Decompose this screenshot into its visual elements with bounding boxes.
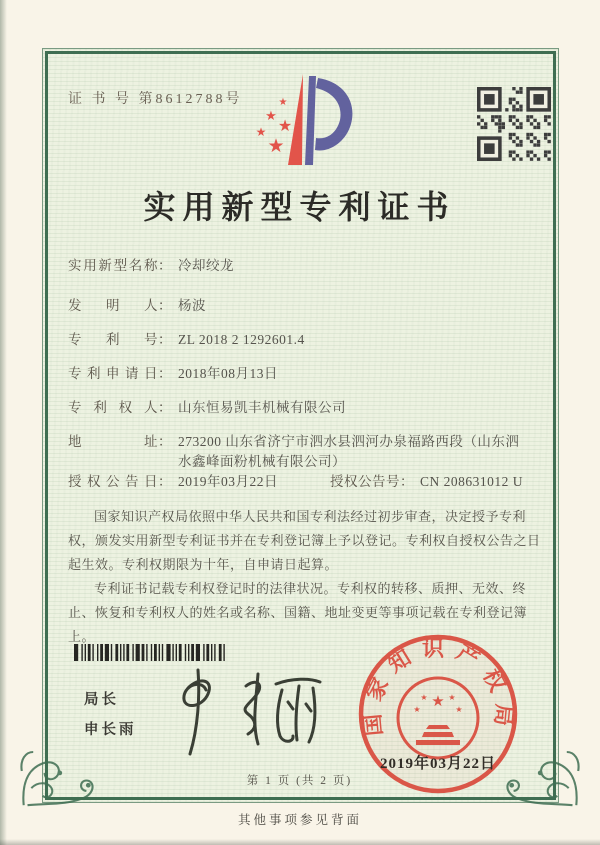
field-value: 杨波 — [178, 298, 206, 313]
grant-date-value: 2019年03月22日 — [178, 474, 278, 489]
colon: ： — [158, 366, 172, 381]
field-label: 发明人 — [68, 298, 158, 313]
legal-paragraph-1: 国家知识产权局依照中华人民共和国专利法经过初步审查，决定授予专利权，颁发实用新型专利证书并在专利登记簿上予以登记。专利权自授权公告之日起生效。专利权期限为十年，自申请日起算。 — [68, 509, 541, 572]
colon: ： — [158, 400, 172, 415]
grant-no-label: 授权公告号 — [330, 474, 400, 489]
director-name: 申长雨 — [84, 722, 137, 738]
svg-text:★: ★ — [278, 97, 288, 108]
qr-code — [477, 87, 551, 161]
row-patent-number — [68, 330, 305, 350]
field-label: 专利权人 — [68, 400, 158, 415]
colon: ： — [158, 298, 172, 313]
colon: ： — [400, 474, 414, 489]
grant-date-label: 授权公告日 — [68, 474, 158, 489]
cnipa-logo-icon — [243, 68, 355, 176]
barcode — [74, 644, 232, 661]
row-utility-model-name — [68, 256, 234, 276]
svg-text:★: ★ — [455, 705, 463, 714]
row-address — [68, 432, 530, 472]
row-patentee — [68, 398, 346, 418]
field-label: 专利申请日 — [68, 366, 158, 381]
svg-text:★: ★ — [420, 693, 428, 702]
svg-text:★: ★ — [265, 109, 277, 124]
svg-text:★: ★ — [255, 125, 267, 139]
colon: ： — [158, 474, 172, 489]
legal-paragraph-2: 专利证书记载专利权登记时的法律状况。专利权的转移、质押、无效、终止、恢复和专利权人的姓名或名称、国籍、地址变更等事项记载在专利登记簿上。 — [68, 581, 528, 644]
svg-text:★: ★ — [448, 693, 456, 702]
svg-text:★: ★ — [267, 135, 285, 157]
field-label: 地址 — [68, 434, 158, 449]
row-grant — [68, 472, 523, 492]
director-title: 局长 — [84, 692, 119, 708]
colon: ： — [158, 258, 172, 273]
seal-ring-text: 国家知识产权局 — [358, 636, 518, 738]
director-signature — [160, 666, 330, 758]
row-inventor — [68, 296, 206, 316]
field-value: 冷却绞龙 — [178, 258, 234, 273]
logo-stars-icon — [256, 97, 293, 157]
svg-text:★: ★ — [277, 116, 293, 135]
colon: ： — [158, 332, 172, 347]
colon: ： — [158, 434, 172, 449]
footer-note: 其他事项参见背面 — [237, 813, 362, 827]
page-number: 第 1 页 (共 2 页) — [246, 775, 353, 787]
field-label: 实用新型名称 — [68, 258, 158, 273]
field-value: ZL 2018 2 1292601.4 — [178, 332, 305, 347]
certificate-number: 证 书 号 第8612788号 — [68, 92, 243, 107]
field-value: 山东恒易凯丰机械有限公司 — [178, 400, 346, 415]
certificate-title: 实用新型专利证书 — [143, 189, 456, 225]
svg-text:★: ★ — [431, 692, 445, 710]
svg-text:★: ★ — [413, 705, 421, 714]
field-value: 2018年08月13日 — [178, 366, 278, 381]
row-filing-date — [68, 364, 278, 384]
field-label: 专利号 — [68, 332, 158, 347]
field-value: 273200 山东省济宁市泗水县泗河办泉福路西段（山东泗水鑫峰面粉机械有限公司） — [178, 434, 520, 469]
seal-date: 2019年03月22日 — [379, 756, 496, 772]
grant-no-value: CN 208631012 U — [420, 474, 524, 489]
floral-corner-ornament-left-icon — [18, 714, 113, 809]
official-seal — [352, 628, 524, 800]
